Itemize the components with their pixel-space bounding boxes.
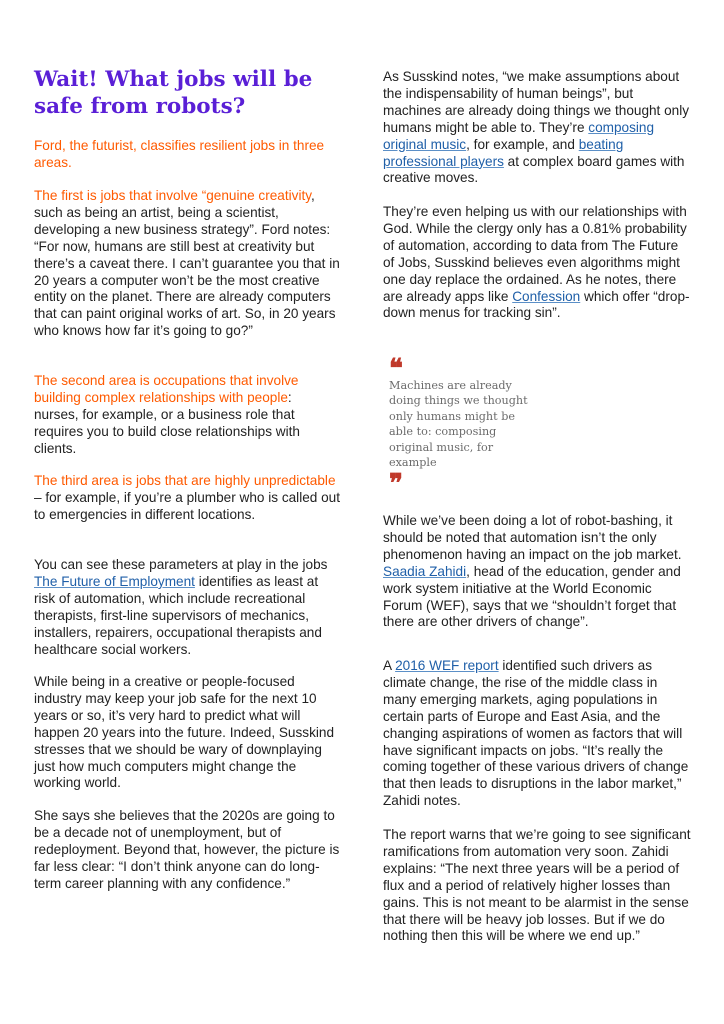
relationships-paragraph xyxy=(34,373,340,458)
report-warns-paragraph: The report warns that we’re going to see significant ramifications from automation very soon. Zahidi explains: “The next three years will be a period of flux and a period of relatively higher losses than gains. This is not meant to be alarmist in the sense that there will be heavy job losses. But if we do nothing then this will be where we end up.” xyxy=(383,827,691,944)
creativity-text: , such as being an artist, being a scientist, developing a new business strategy”. Ford notes: “For now, humans are still best at creativity but there’s a caveat there. I can’t guarantee you that in 20 years a computer won’t be the most creative entity on the planet. There are already computers that can paint original works of art. So, in 20 years who knows how far it’s going to go?” xyxy=(34,188,340,339)
parameters-text-b: identifies as least at risk of automation, which include recreational therapists, first-line supervisors of mechanics, installers, repairers, occupational therapists and healthcare social workers. xyxy=(34,573,322,657)
susskind-paragraph xyxy=(383,69,693,187)
quote-close-icon: ❞ xyxy=(389,469,403,499)
parameters-text-a: You can see these parameters at play in the jobs xyxy=(34,557,328,572)
wef-text-a: A xyxy=(383,658,396,673)
redeployment-paragraph: She says she believes that the 2020s are going to be a decade not of unemployment, but of redeployment. Beyond that, however, the picture is far less clear: “I don’t think anyone can do long-term career planning with any confidence.” xyxy=(34,808,340,891)
zahidi-text-b: , head of the education, gender and work system initiative at the World Economic Forum (WEF), says that we “shouldn’t forget that there are other drivers of change”. xyxy=(383,563,681,630)
composing-music-link[interactable]: composing original music xyxy=(383,119,655,152)
susskind-text-a: As Susskind notes, “we make assumptions about the indispensability of human beings”, but machines are already doing things we thought only humans might be able to. They’re xyxy=(383,69,690,135)
parameters-paragraph xyxy=(34,557,340,658)
industry-paragraph: While being in a creative or people-focused industry may keep your job safe for the next 10 years or so, it’s very hard to predict what will happen 20 years into the future. Indeed, Susskind stresses that we should be wary of downplaying just how much computers might change the working world. xyxy=(34,674,335,791)
clergy-paragraph xyxy=(383,204,693,322)
zahidi-text-a: While we’ve been doing a lot of robot-bashing, it should be noted that automation isn’t the only phenomenon having an impact on the job market. xyxy=(383,513,682,562)
pull-quote-text: Machines are already doing things we thought only humans might be able to: composing original music, for example xyxy=(389,379,528,470)
article-title: Wait! What jobs will be safe from robots? xyxy=(34,67,313,119)
unpredictable-paragraph xyxy=(34,473,340,524)
intro-paragraph: Ford, the futurist, classifies resilient jobs in three areas. xyxy=(34,138,325,170)
future-of-employment-link[interactable]: The Future of Employment xyxy=(34,573,195,589)
creativity-highlight: The first is jobs that involve “genuine creativity xyxy=(34,188,312,203)
unpredictable-text: – for example, if you’re a plumber who is called out to emergencies in different locations. xyxy=(34,489,341,522)
unpredictable-highlight: The third area is jobs that are highly unpredictable xyxy=(34,473,336,488)
creativity-paragraph xyxy=(34,188,340,340)
clergy-text-b: which offer “drop-down menus for tracking sin”. xyxy=(383,288,690,321)
susskind-text-c: at complex board games with creative moves. xyxy=(383,153,685,186)
wef-report-link[interactable]: 2016 WEF report xyxy=(395,658,499,673)
wef-text-b: identified such drivers as climate change, the rise of the middle class in many emerging markets, aging populations in certain parts of Europe and East Asia, and the changing aspirations of women as factors that will have significant impacts on jobs. “It’s really the coming together of these various drivers of change that then leads to disruptions in the labor market,” Zahidi notes. xyxy=(383,658,689,809)
susskind-text-b: , for example, and xyxy=(466,136,579,152)
saadia-zahidi-link[interactable]: Saadia Zahidi xyxy=(383,563,467,579)
wef-report-paragraph xyxy=(383,658,693,810)
quote-open-icon: ❝ xyxy=(389,354,403,384)
confession-link[interactable]: Confession xyxy=(512,288,581,304)
relationships-highlight: The second area is occupations that involve building complex relationships with people xyxy=(34,373,299,405)
clergy-text-a: They’re even helping us with our relationships with God. While the clergy only has a 0.81% probability of automation, according to data from The Future of Jobs, Susskind believes even algorithms might one day replace the ordained. As he notes, there are already apps like xyxy=(383,204,687,304)
beating-players-link[interactable]: beating professional players xyxy=(383,136,624,169)
relationships-text: : nurses, for example, or a business role that requires you to build close relationships with clients. xyxy=(34,389,300,456)
zahidi-paragraph xyxy=(383,513,693,631)
